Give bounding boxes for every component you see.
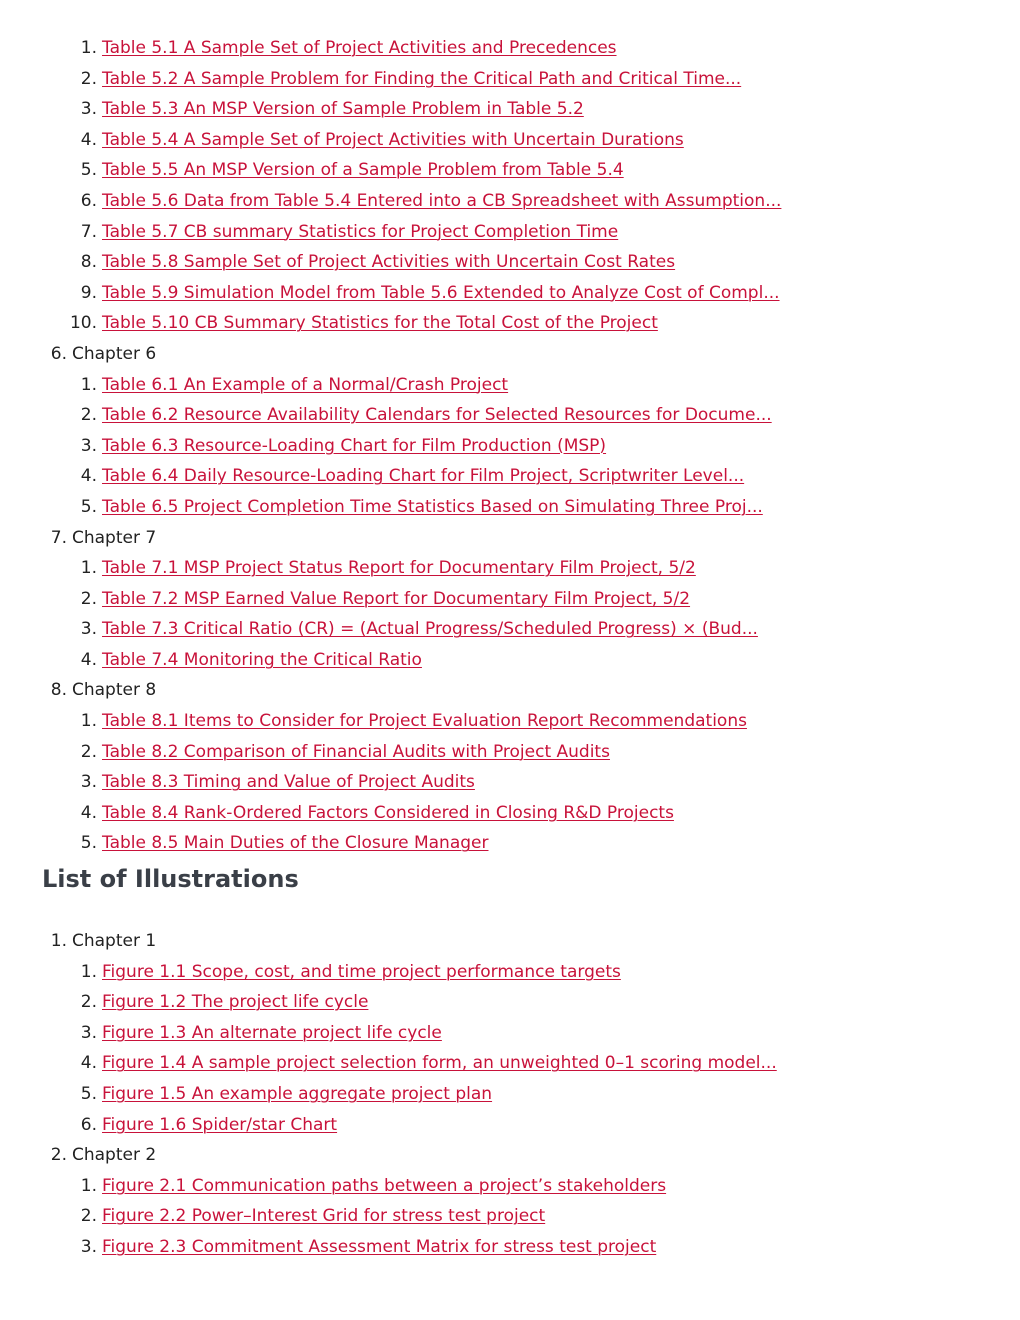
item-number: 3.: [80, 619, 97, 640]
chapter-number: 1.: [50, 931, 67, 951]
tables-chapter-8: [50, 675, 1020, 859]
table-5-9-link[interactable]: Table 5.9 Simulation Model from Table 5.6 Extended to Analyze Cost of Compl...: [102, 282, 780, 303]
item-number: 10.: [69, 313, 97, 334]
item-number: 4.: [80, 1053, 97, 1074]
chapter-number: 2.: [50, 1145, 67, 1166]
list-item: [80, 987, 1020, 1018]
table-5-8-link[interactable]: Table 5.8 Sample Set of Project Activities with Uncertain Cost Rates: [102, 252, 676, 273]
item-number: 6.: [80, 190, 97, 211]
list-item: [80, 431, 1020, 462]
illustrations-chapter-1: [50, 926, 1020, 1140]
item-number: 7.: [80, 221, 97, 242]
item-number: 1.: [80, 711, 97, 732]
illustrations-chapter-list: [0, 926, 1020, 1263]
item-number: 5.: [80, 160, 97, 181]
list-item: [80, 1110, 1020, 1141]
tables-chapter-5-continued: [69, 33, 1020, 339]
item-number: 2.: [80, 741, 97, 762]
list-item: [80, 94, 1020, 125]
chapter-number: 8.: [50, 680, 67, 701]
table-5-1-link[interactable]: Table 5.1 A Sample Set of Project Activities and Precedences: [102, 38, 617, 58]
item-number: 4.: [80, 649, 97, 670]
table-7-2-link[interactable]: Table 7.2 MSP Earned Value Report for Documentary Film Project, 5/2: [102, 588, 691, 609]
table-8-2-link[interactable]: Table 8.2 Comparison of Financial Audits with Project Audits: [102, 741, 610, 762]
chapter-heading: [50, 675, 1020, 706]
chapter-7-table-list: [72, 553, 1020, 675]
list-item: [80, 247, 1020, 278]
list-of-illustrations-heading: List of Illustrations: [42, 865, 299, 893]
chapter-heading: [50, 1140, 1020, 1171]
table-6-1-link[interactable]: Table 6.1 An Example of a Normal/Crash Project: [102, 374, 509, 395]
chapter-title: Chapter 6: [72, 343, 157, 364]
chapter-title: Chapter 7: [72, 527, 157, 548]
list-item: [80, 33, 1020, 64]
table-6-3-link[interactable]: Table 6.3 Resource-Loading Chart for Film Production (MSP): [102, 435, 607, 456]
table-8-3-link[interactable]: Table 8.3 Timing and Value of Project Audits: [102, 772, 475, 793]
item-number: 5.: [80, 496, 97, 517]
item-number: 4.: [80, 802, 97, 823]
chapter-number: 6.: [50, 343, 67, 364]
table-8-1-link[interactable]: Table 8.1 Items to Consider for Project Evaluation Report Recommendations: [102, 711, 747, 732]
list-item: [80, 1048, 1020, 1079]
chapter-5-table-list: [69, 33, 1020, 339]
table-5-3-link[interactable]: Table 5.3 An MSP Version of Sample Problem in Table 5.2: [102, 99, 584, 120]
list-item: [69, 308, 1020, 339]
table-5-4-link[interactable]: Table 5.4 A Sample Set of Project Activities with Uncertain Durations: [102, 129, 684, 150]
item-number: 1.: [80, 961, 97, 982]
list-item: [80, 278, 1020, 309]
list-item: [80, 957, 1020, 988]
figure-2-3-link[interactable]: Figure 2.3 Commitment Assessment Matrix for stress test project: [102, 1236, 657, 1257]
item-number: 8.: [80, 252, 97, 273]
chapter-8-table-list: [72, 706, 1020, 859]
tables-chapter-6: [50, 339, 1020, 523]
table-6-2-link[interactable]: Table 6.2 Resource Availability Calendars for Selected Resources for Docume...: [102, 405, 772, 426]
item-number: 2.: [80, 68, 97, 89]
tables-chapter-list: [0, 33, 1020, 859]
list-item: [80, 614, 1020, 645]
list-item: [80, 1079, 1020, 1110]
item-number: 3.: [80, 435, 97, 456]
figure-2-1-link[interactable]: Figure 2.1 Communication paths between a project’s stakeholders: [102, 1175, 667, 1196]
figure-2-2-link[interactable]: Figure 2.2 Power–Interest Grid for stress test project: [102, 1206, 546, 1227]
item-number: 5.: [80, 833, 97, 854]
list-item: [80, 1171, 1020, 1202]
table-6-4-link[interactable]: Table 6.4 Daily Resource-Loading Chart for Film Project, Scriptwriter Level...: [102, 466, 745, 487]
list-item: [80, 828, 1020, 859]
table-6-5-link[interactable]: Table 6.5 Project Completion Time Statistics Based on Simulating Three Proj...: [102, 496, 763, 517]
list-item: [80, 400, 1020, 431]
item-number: 5.: [80, 1083, 97, 1104]
item-number: 1.: [80, 558, 97, 579]
item-number: 9.: [80, 282, 97, 303]
list-item: [80, 186, 1020, 217]
figure-1-3-link[interactable]: Figure 1.3 An alternate project life cycle: [102, 1022, 442, 1043]
list-item: [80, 645, 1020, 676]
figure-1-1-link[interactable]: Figure 1.1 Scope, cost, and time project performance targets: [102, 961, 621, 982]
table-7-4-link[interactable]: Table 7.4 Monitoring the Critical Ratio: [102, 649, 422, 670]
table-5-6-link[interactable]: Table 5.6 Data from Table 5.4 Entered into a CB Spreadsheet with Assumption...: [102, 190, 782, 211]
list-of-tables-continuation: [0, 33, 1020, 859]
chapter-heading: [50, 523, 1020, 554]
list-of-illustrations: [0, 926, 1020, 1263]
table-5-10-link[interactable]: Table 5.10 CB Summary Statistics for the Total Cost of the Project: [102, 313, 658, 334]
list-item: [80, 155, 1020, 186]
figure-1-4-link[interactable]: Figure 1.4 A sample project selection form, an unweighted 0–1 scoring model...: [102, 1053, 777, 1074]
item-number: 2.: [80, 1206, 97, 1227]
item-number: 1.: [80, 1175, 97, 1196]
list-item: [80, 584, 1020, 615]
item-number: 3.: [80, 1236, 97, 1257]
table-5-7-link[interactable]: Table 5.7 CB summary Statistics for Project Completion Time: [102, 221, 619, 242]
figure-1-2-link[interactable]: Figure 1.2 The project life cycle: [102, 992, 369, 1013]
item-number: 1.: [80, 374, 97, 395]
chapter-heading: [50, 339, 1020, 370]
table-7-3-link[interactable]: Table 7.3 Critical Ratio (CR) = (Actual Progress/Scheduled Progress) × (Bud...: [102, 619, 758, 640]
item-number: 1.: [80, 38, 97, 58]
list-item: [80, 798, 1020, 829]
item-number: 2.: [80, 992, 97, 1013]
chapter-title: Chapter 8: [72, 680, 157, 701]
item-number: 2.: [80, 588, 97, 609]
list-item: [80, 370, 1020, 401]
chapter-2-figure-list: [72, 1171, 1020, 1263]
table-8-5-link[interactable]: Table 8.5 Main Duties of the Closure Manager: [102, 833, 489, 854]
chapter-heading: [50, 926, 1020, 957]
list-item: [80, 737, 1020, 768]
list-item: [80, 1232, 1020, 1263]
list-item: [80, 1201, 1020, 1232]
tables-chapter-7: [50, 523, 1020, 676]
list-item: [80, 125, 1020, 156]
table-8-4-link[interactable]: Table 8.4 Rank-Ordered Factors Considered in Closing R&D Projects: [102, 802, 674, 823]
list-item: [80, 461, 1020, 492]
table-7-1-link[interactable]: Table 7.1 MSP Project Status Report for Documentary Film Project, 5/2: [102, 558, 696, 579]
item-number: 3.: [80, 1022, 97, 1043]
figure-1-6-link[interactable]: Figure 1.6 Spider/star Chart: [102, 1114, 338, 1135]
item-number: 3.: [80, 99, 97, 120]
figure-1-5-link[interactable]: Figure 1.5 An example aggregate project plan: [102, 1083, 493, 1104]
chapter-number: 7.: [50, 527, 67, 548]
chapter-title: Chapter 1: [72, 931, 157, 951]
list-item: [80, 706, 1020, 737]
chapter-1-figure-list: [72, 957, 1020, 1141]
list-item: [80, 217, 1020, 248]
table-5-5-link[interactable]: Table 5.5 An MSP Version of a Sample Problem from Table 5.4: [102, 160, 624, 181]
item-number: 6.: [80, 1114, 97, 1135]
item-number: 4.: [80, 466, 97, 487]
item-number: 3.: [80, 772, 97, 793]
item-number: 2.: [80, 405, 97, 426]
list-item: [80, 64, 1020, 95]
list-item: [80, 492, 1020, 523]
illustrations-chapter-2: [50, 1140, 1020, 1262]
item-number: 4.: [80, 129, 97, 150]
list-item: [80, 1018, 1020, 1049]
table-5-2-link[interactable]: Table 5.2 A Sample Problem for Finding the Critical Path and Critical Time...: [102, 68, 742, 89]
list-item: [80, 767, 1020, 798]
chapter-title: Chapter 2: [72, 1145, 157, 1166]
list-item: [80, 553, 1020, 584]
chapter-6-table-list: [72, 370, 1020, 523]
